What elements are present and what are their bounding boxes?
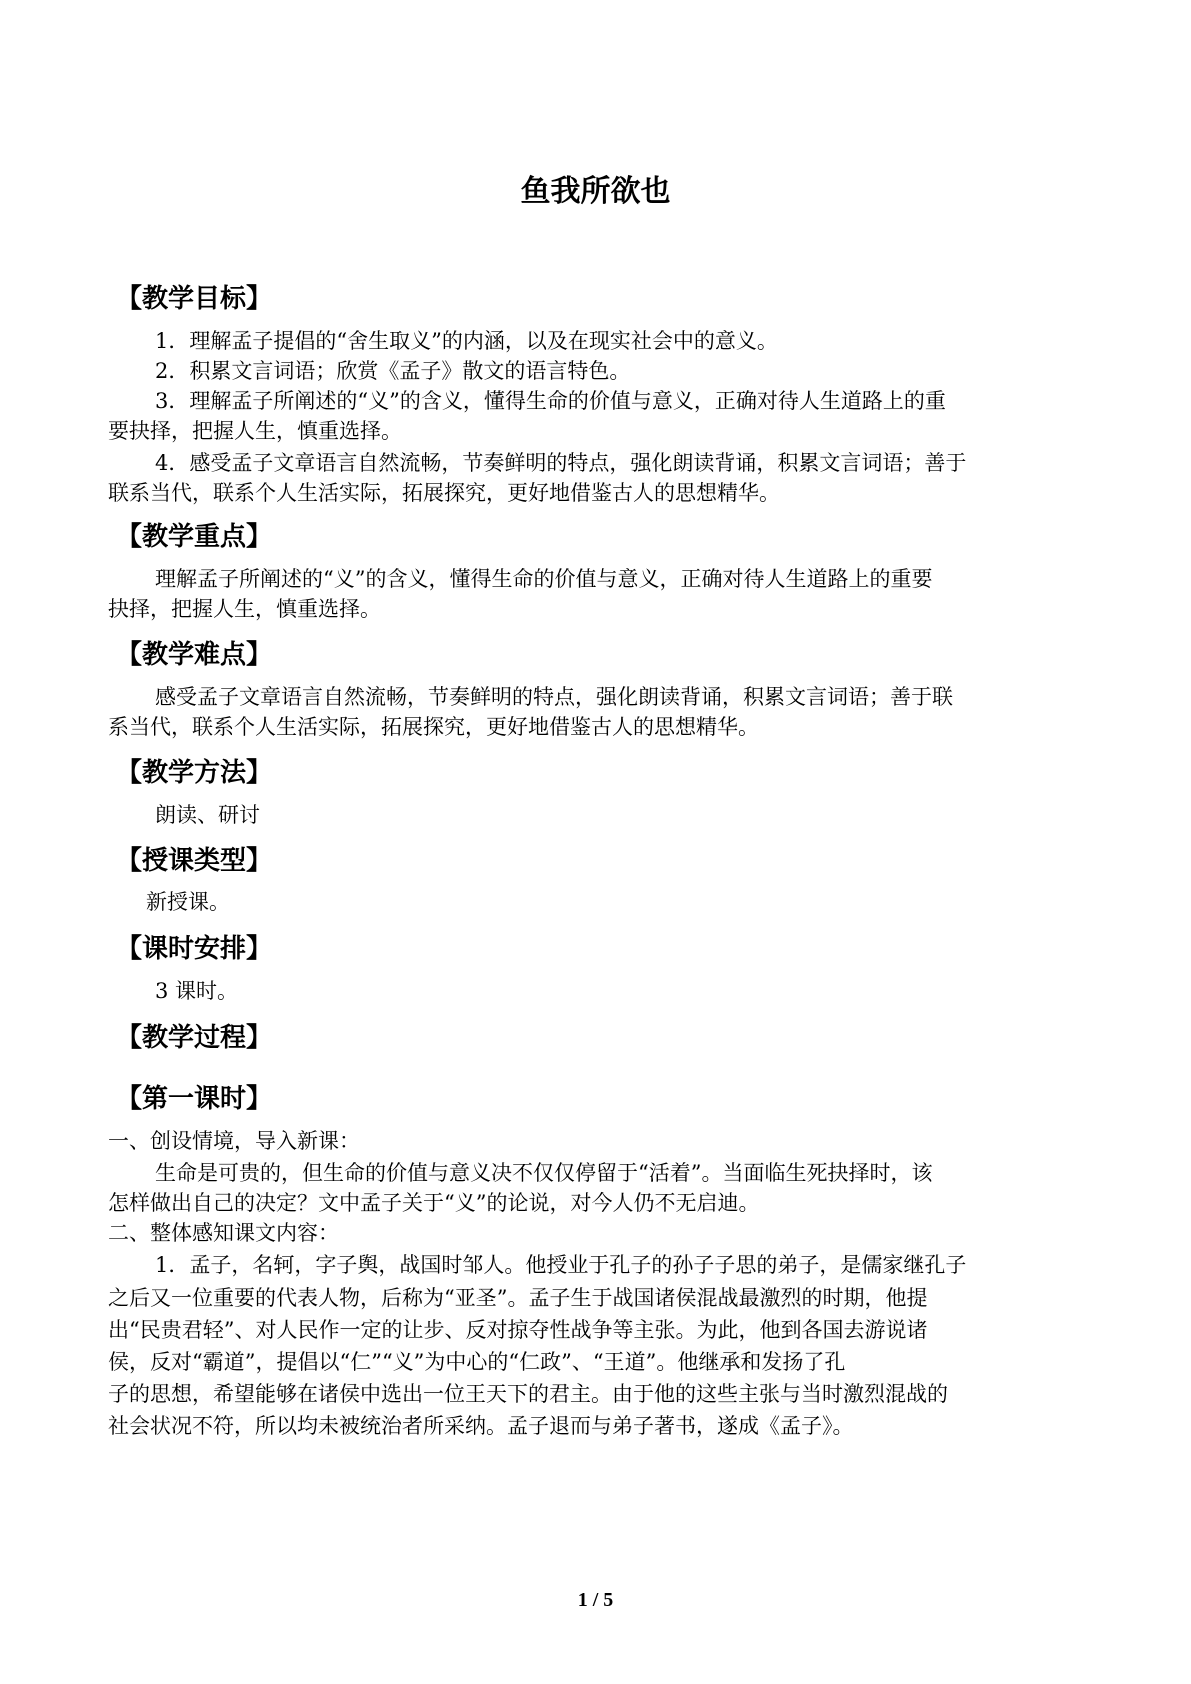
page-title: 鱼我所欲也 xyxy=(520,174,671,209)
first-lesson-part2-title: 二、整体感知课文内容： xyxy=(108,1221,339,1245)
section-heading-first-lesson: 【第一课时】 xyxy=(116,1084,273,1114)
part2-line-4: 侯，反对“霸道”，提倡以“仁”“义”为中心的“仁政”、“王道”。他继承和发扬了孔 xyxy=(108,1350,846,1374)
objective-item-4-line2: 联系当代，联系个人生活实际，拓展探究，更好地借鉴古人的思想精华。 xyxy=(108,481,780,505)
objective-item-2 xyxy=(155,356,630,386)
key-points-line2: 抉择，把握人生，慎重选择。 xyxy=(108,597,381,621)
section-heading-process: 【教学过程】 xyxy=(116,1023,273,1053)
objective-item-1 xyxy=(155,326,778,356)
objective-item-1-text: 1．理解孟子提倡的“舍生取义”的内涵，以及在现实社会中的意义。 xyxy=(155,329,778,353)
part2-line-3: 出“民贵君轻”、对人民作一定的让步、反对掠夺性战争等主张。为此，他到各国去游说诸 xyxy=(108,1318,928,1342)
part2-line-6: 社会状况不符，所以均未被统治者所采纳。孟子退而与弟子著书，遂成《孟子》。 xyxy=(108,1414,854,1438)
part2-para-rest xyxy=(108,1282,948,1442)
objective-item-4-cont xyxy=(108,478,780,508)
difficulties-line2: 系当代，联系个人生活实际，拓展探究，更好地借鉴古人的思想精华。 xyxy=(108,715,759,739)
objective-item-3-line2: 要抉择，把握人生，慎重选择。 xyxy=(108,419,402,443)
section-heading-schedule: 【课时安排】 xyxy=(116,934,273,964)
section-heading-difficulties: 【教学难点】 xyxy=(116,640,273,670)
objective-item-4 xyxy=(155,448,966,478)
objective-item-3-cont xyxy=(108,416,402,446)
first-lesson-part1-para xyxy=(155,1158,932,1188)
objective-item-3 xyxy=(155,386,946,416)
section-heading-objectives: 【教学目标】 xyxy=(116,284,273,314)
part2-para-line1-wrap xyxy=(155,1250,966,1280)
part1-line1: 生命是可贵的，但生命的价值与意义决不仅仅停留于“活着”。当面临生死抉择时，该 xyxy=(155,1161,933,1185)
difficulties-paragraph-cont xyxy=(108,712,759,742)
page-number: 1 / 5 xyxy=(577,1589,614,1611)
part2-line-2: 之后又一位重要的代表人物，后称为“亚圣”。孟子生于战国诸侯混战最激烈的时期，他提 xyxy=(108,1286,928,1310)
methods-text: 朗读、研讨 xyxy=(155,803,260,827)
part2-line-5: 子的思想，希望能够在诸侯中选出一位王天下的君主。由于他的这些主张与当时激烈混战的 xyxy=(108,1382,948,1406)
section-heading-key-points: 【教学重点】 xyxy=(116,522,273,552)
key-points-paragraph-cont xyxy=(108,594,381,624)
part2-line-1: 1．孟子，名轲，字子舆，战国时邹人。他授业于孔子的孙子子思的弟子，是儒家继孔子 xyxy=(155,1253,967,1277)
first-lesson-part1-para-cont xyxy=(108,1188,759,1218)
objective-item-2-text: 2．积累文言词语；欣赏《孟子》散文的语言特色。 xyxy=(155,359,631,383)
difficulties-paragraph xyxy=(155,682,953,712)
section-heading-methods: 【教学方法】 xyxy=(116,758,273,788)
objective-item-3-line1: 3．理解孟子所阐述的“义”的含义，懂得生命的价值与意义，正确对待人生道路上的重 xyxy=(155,389,946,413)
first-lesson-part1-title: 一、创设情境，导入新课： xyxy=(108,1129,360,1153)
difficulties-line1: 感受孟子文章语言自然流畅，节奏鲜明的特点，强化朗读背诵，积累文言词语；善于联 xyxy=(155,685,953,709)
objective-item-4-line1: 4．感受孟子文章语言自然流畅，节奏鲜明的特点，强化朗读背诵，积累文言词语；善于 xyxy=(155,451,967,475)
part1-line2: 怎样做出自己的决定？文中孟子关于“义”的论说，对今人仍不无启迪。 xyxy=(108,1191,760,1215)
section-heading-lesson-type: 【授课类型】 xyxy=(116,846,273,876)
schedule-text: 3 课时。 xyxy=(155,979,239,1003)
key-points-paragraph xyxy=(155,564,932,594)
key-points-line1: 理解孟子所阐述的“义”的含义，懂得生命的价值与意义，正确对待人生道路上的重要 xyxy=(155,567,933,591)
lesson-type-text: 新授课。 xyxy=(146,890,230,914)
